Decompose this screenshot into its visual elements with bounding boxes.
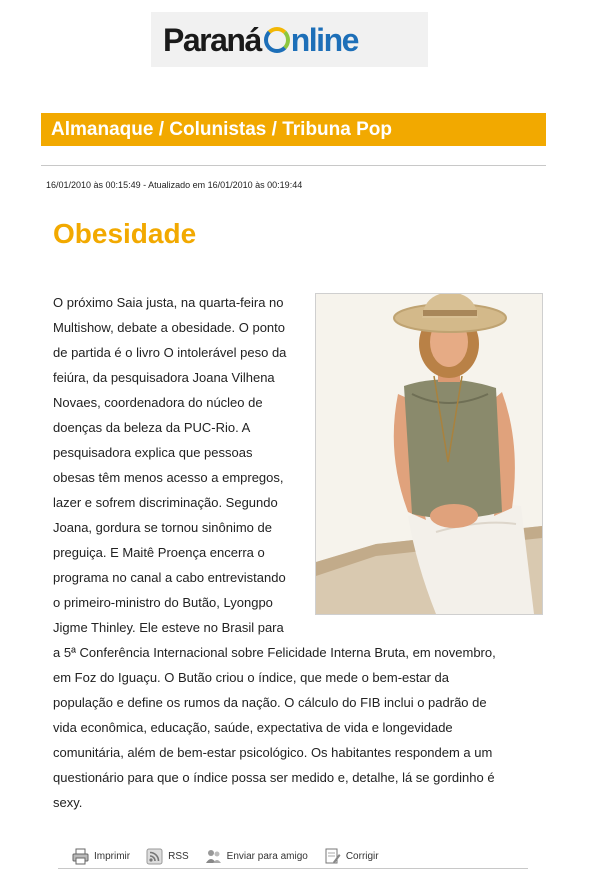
printer-icon bbox=[72, 848, 89, 865]
article-line: o primeiro-ministro do Butão, Lyongpo bbox=[53, 595, 273, 610]
article-line: preguiça. E Maitê Proença encerra o bbox=[53, 545, 265, 560]
article-line: pesquisadora explica que pessoas bbox=[53, 445, 253, 460]
article-line: O próximo Saia justa, na quarta-feira no bbox=[53, 295, 284, 310]
logo-text-online: nline bbox=[290, 22, 358, 58]
article-line: de partida é o livro O intolerável peso da bbox=[53, 345, 287, 360]
article-line: a 5ª Conferência Internacional sobre Felicidade Interna Bruta, em novembro, bbox=[53, 645, 496, 660]
people-icon bbox=[205, 848, 222, 865]
rss-label: RSS bbox=[168, 850, 189, 862]
article-line: doenças da beleza da PUC-Rio. A bbox=[53, 420, 251, 435]
logo-text-parana: Paraná bbox=[163, 22, 261, 58]
article-line: população e define os rumos da nação. O cálculo do FIB inclui o padrão de bbox=[53, 695, 487, 710]
section-breadcrumb[interactable]: Almanaque / Colunistas / Tribuna Pop bbox=[41, 113, 546, 146]
print-button[interactable] bbox=[72, 848, 130, 865]
send-to-friend-button[interactable] bbox=[205, 848, 308, 865]
rss-icon bbox=[146, 848, 163, 865]
divider-bottom bbox=[58, 868, 528, 869]
article-line: lazer e sofrem discriminação. Segundo bbox=[53, 495, 278, 510]
article-line: Joana, gordura se tornou sinônimo de bbox=[53, 520, 272, 535]
article-line: sexy. bbox=[53, 795, 83, 810]
rss-button[interactable] bbox=[146, 848, 189, 865]
article-line: Multishow, debate a obesidade. O ponto bbox=[53, 320, 285, 335]
send-to-friend-label: Enviar para amigo bbox=[226, 850, 308, 862]
site-logo[interactable] bbox=[151, 12, 428, 67]
article-line: programa no canal a cabo entrevistando bbox=[53, 570, 286, 585]
article-body bbox=[53, 290, 548, 815]
logo-o-icon bbox=[264, 27, 290, 53]
article-line: Jigme Thinley. Ele esteve no Brasil para bbox=[53, 620, 284, 635]
fix-button[interactable] bbox=[324, 848, 379, 865]
site-logo-wordmark bbox=[163, 20, 358, 60]
article-toolbar bbox=[72, 845, 395, 867]
print-label: Imprimir bbox=[94, 850, 131, 862]
article-title: Obesidade bbox=[53, 218, 197, 249]
divider-top bbox=[41, 165, 546, 166]
article-line: comunitária, além de bem-estar psicológico. Os habitantes respondem a um bbox=[53, 745, 493, 760]
article-line: questionário para que o índice possa ser medido e, detalhe, lá se gordinho é bbox=[53, 770, 495, 785]
edit-document-icon bbox=[324, 848, 341, 865]
article-line: feiúra, da pesquisadora Joana Vilhena bbox=[53, 370, 275, 385]
article-line: vida econômica, educação, saúde, expectativa de vida e longevidade bbox=[53, 720, 453, 735]
article-line: obesas têm menos acesso a empregos, bbox=[53, 470, 284, 485]
article-line: em Foz do Iguaçu. O Butão criou o índice, que mede o bem-estar da bbox=[53, 670, 449, 685]
article-timestamp: 16/01/2010 às 00:15:49 - Atualizado em 16/01/2010 às 00:19:44 bbox=[46, 180, 303, 190]
article-line: Novaes, coordenadora do núcleo de bbox=[53, 395, 263, 410]
fix-label: Corrigir bbox=[345, 850, 379, 862]
